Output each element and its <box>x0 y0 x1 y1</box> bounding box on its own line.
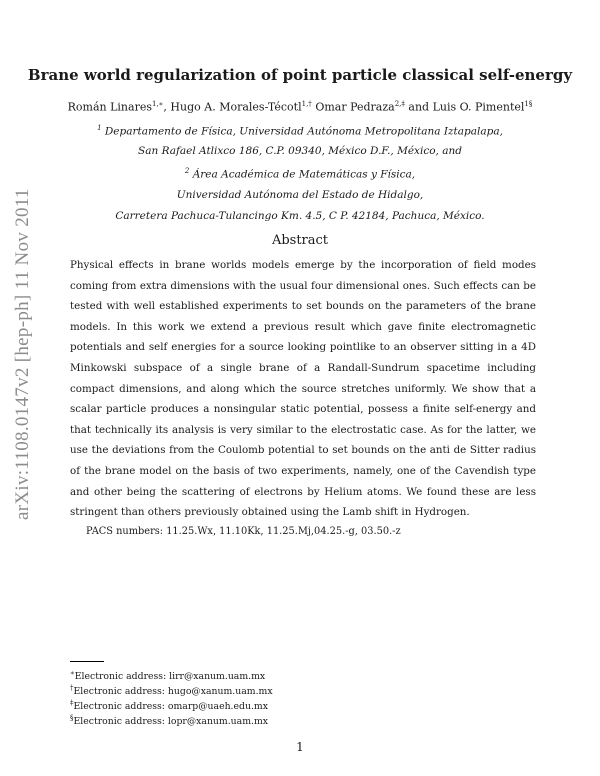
affiliation-line: $^1$ Departamento de Física, Universidad Autónoma Metropolitana Iztapalapa, <box>97 124 503 138</box>
affiliation-line: San Rafael Atlixco 186, C.P. 09340, México D.F., México, and <box>138 145 462 157</box>
affiliation-line: Universidad Autónoma del Estado de Hidalgo, <box>176 189 424 201</box>
affiliation-mark: 2 <box>184 167 190 175</box>
author-marks: 1§ <box>524 100 533 108</box>
author-marks: 1,† <box>301 100 312 108</box>
author-conjunction: and <box>408 100 430 114</box>
footnote: ‡Electronic address: omarp@uaeh.edu.mx <box>70 699 268 713</box>
abstract-heading: Abstract <box>271 233 329 248</box>
affiliation-line: Carretera Pachuca-Tulancingo Km. 4.5, C P. 42184, Pachuca, México. <box>115 210 485 222</box>
author-list <box>0 100 600 114</box>
footnote: §Electronic address: lopr@xanum.uam.mx <box>70 714 269 728</box>
affiliation-line: $^2$ Área Académica de Matemáticas y Física, <box>184 167 416 181</box>
author-name: Luis O. Pimentel <box>432 100 525 114</box>
footnote: †Electronic address: hugo@xanum.uam.mx <box>70 684 273 698</box>
author-name: Hugo A. Morales-Técotl <box>170 100 302 114</box>
affiliation-mark: 1 <box>97 124 102 132</box>
page-number: 1 <box>296 740 304 754</box>
author-name: Román Linares <box>67 100 152 114</box>
paper-title: Brane world regularization of point particle classical self-energy <box>27 66 573 84</box>
abstract-text: Physical effects in brane worlds models emerge by the incorporation of field modes coming from extra dimensions with the usual four dimensional ones. Such effects can be tested with well established experiments to set bounds on the parameters of the brane models. In this work we extend a previous result which gave finite electromagnetic potentials and self energies for a source looking pointlike to an observer sitting in a 4D Minkowski subspace of a single brane of a Randall-Sundrum spacetime including compact dimensions, and along which the source stretches uniformly. We show that a scalar particle produces a nonsingular static potential, possess a finite self-energy and that technically its analysis is very similar to the electrostatic case. As for the latter, we use the deviations from the Coulomb potential to set bounds on the anti de Sitter radius of the brane model on the basis of two experiments, namely, one of the Cavendish type and other being the scattering of electrons by Helium atoms. We found these are less stringent than others previously obtained using the Lamb shift in Hydrogen. <box>70 259 536 519</box>
author-marks: 2,‡ <box>394 100 405 108</box>
arxiv-identifier: arXiv:1108.0147v2 [hep-ph] 11 Nov 2011 <box>12 188 33 520</box>
footnote: ∗Electronic address: lirr@xanum.uam.mx <box>70 669 266 683</box>
author-marks: 1,∗ <box>151 100 164 108</box>
author-separator: , <box>163 100 167 114</box>
author-name: Omar Pedraza <box>315 100 395 114</box>
footnote-rule <box>70 661 104 662</box>
pacs-numbers: PACS numbers: 11.25.Wx, 11.10Kk, 11.25.Mj,04.25.-g, 03.50.-z <box>86 526 401 537</box>
